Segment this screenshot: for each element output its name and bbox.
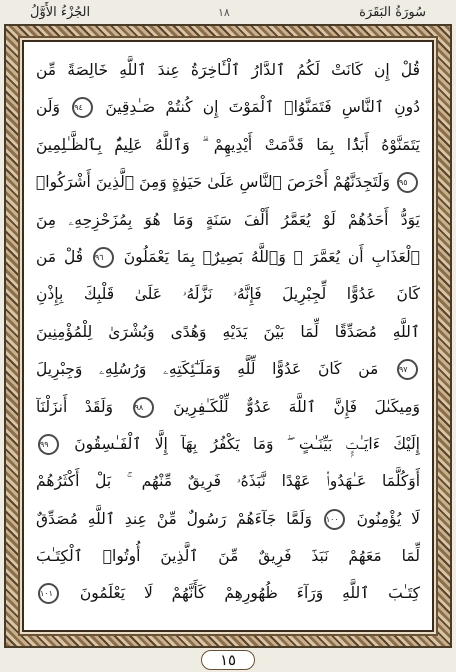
ayah-number-icon: ٩٤ <box>72 97 93 118</box>
verse-text: يَوَدُّ أَحَدُهُمْ لَوْ يُعَمَّرُ أَلْفَ سَنَةٍ وَمَا هُوَ بِمُزَحْزِحِهِۦ مِنَ <box>36 210 420 229</box>
verse-text: ٱللَّهِ مُصَدِّقًا لِّمَا بَيْنَ يَدَيْهِ وَهُدًى وَبُشْرَىٰ لِلْمُؤْمِنِينَ <box>36 322 420 341</box>
verse-text: لَا يُؤْمِنُونَ <box>346 509 420 528</box>
ayah-number-icon: ١٠١ <box>38 583 59 604</box>
verse-text: وَلَتَجِدَنَّهُمْ أَحْرَصَ ٱلنَّاسِ عَلَىٰ حَيَوٰةٍ وَمِنَ ٱلَّذِينَ أَشْرَكُوا۟ <box>36 173 395 192</box>
verse-text: دُونِ ٱلنَّاسِ فَتَمَنَّوُا۟ ٱلْمَوْتَ إِن كُنتُمْ صَـٰدِقِينَ <box>95 98 420 117</box>
surah-title: سُورَةُ البَقَرَة <box>359 4 426 20</box>
text-line <box>36 463 420 500</box>
ayah-number-icon: ٩٨ <box>133 397 154 418</box>
text-line <box>36 52 420 89</box>
verse-text: ٱلْعَذَابِ أَن يُعَمَّرَ ۗ وَٱللَّهُ بَصِيرٌۢ بِمَا يَعْمَلُونَ <box>115 247 420 266</box>
text-line <box>36 575 420 612</box>
text-panel <box>22 40 434 632</box>
text-line <box>36 89 420 126</box>
quran-text <box>24 42 432 630</box>
text-line <box>36 538 420 575</box>
verse-text: وَلَقَدْ أَنزَلْنَآ <box>36 397 131 416</box>
text-line <box>36 164 420 201</box>
ayah-number-icon: ١٠٠ <box>324 509 345 530</box>
verse-text: كَانَ عَدُوًّا لِّجِبْرِيلَ فَإِنَّهُۥ نَزَّلَهُۥ عَلَىٰ قَلْبِكَ بِإِذْنِ <box>36 285 420 304</box>
verse-text: وَلَمَّا جَآءَهُمْ رَسُولٌ مِّنْ عِندِ ٱللَّهِ مُصَدِّقٌ <box>36 509 322 528</box>
verse-text: وَلَن <box>36 98 71 117</box>
page-footer <box>0 648 456 672</box>
ayah-number-icon: ٩٥ <box>397 172 418 193</box>
juz-title: الجُزْءُ الأَوَّلُ <box>30 4 91 20</box>
page-header <box>0 0 456 24</box>
text-line <box>36 351 420 388</box>
text-line <box>36 276 420 313</box>
verse-text: يَتَمَنَّوْهُ أَبَدًۢا بِمَا قَدَّمَتْ أَيْدِيهِمْ ۗ وَٱللَّهُ عَلِيمٌۢ بِٱلظَّـٰلِمِينَ <box>36 135 420 154</box>
text-line <box>36 501 420 538</box>
verse-text: قُلْ إِن كَانَتْ لَكُمُ ٱلدَّارُ ٱلْـَٔاخِرَةُ عِندَ ٱللَّهِ خَالِصَةً مِّن <box>36 61 420 79</box>
verse-text: وَمِيكَىٰلَ فَإِنَّ ٱللَّهَ عَدُوٌّ لِّلْكَـٰفِرِينَ <box>155 397 420 416</box>
text-line <box>36 127 420 164</box>
verse-text: أَوَكُلَّمَا عَـٰهَدُوا۟ عَهْدًا نَّبَذَهُۥ فَرِيقٌ مِّنْهُم ۚ بَلْ أَكْثَرُهُمْ <box>36 472 420 491</box>
text-line <box>36 389 420 426</box>
text-line <box>36 202 420 239</box>
verse-text: قُلْ مَن <box>36 247 91 266</box>
text-line <box>36 239 420 276</box>
verse-text: لِّمَا مَعَهُمْ نَبَذَ فَرِيقٌ مِّنَ ٱلَّذِينَ أُوتُوا۟ ٱلْكِتَـٰبَ <box>36 547 420 566</box>
rub-marker: ١٨ <box>218 6 230 19</box>
text-line <box>36 426 420 463</box>
ayah-number-icon: ٩٦ <box>93 247 114 268</box>
text-line <box>36 314 420 351</box>
ayah-number-icon: ٩٧ <box>397 359 418 380</box>
ayah-number-icon: ٩٩ <box>38 434 59 455</box>
ornamental-frame <box>4 24 452 648</box>
verse-text: مَن كَانَ عَدُوًّا لِّلَّهِ وَمَلَـٰٓئِكَتِهِۦ وَرُسُلِهِۦ وَجِبْرِيلَ <box>36 360 395 379</box>
verse-text: إِلَيْكَ ءَايَـٰتٍۭ بَيِّنَـٰتٍ ۖ وَمَا يَكْفُرُ بِهَآ إِلَّا ٱلْفَـٰسِقُونَ <box>61 434 420 453</box>
page-number: ١٥ <box>201 650 255 670</box>
verse-text: كِتَـٰبَ ٱللَّهِ وَرَآءَ ظُهُورِهِمْ كَأَنَّهُمْ لَا يَعْلَمُونَ <box>61 584 420 603</box>
